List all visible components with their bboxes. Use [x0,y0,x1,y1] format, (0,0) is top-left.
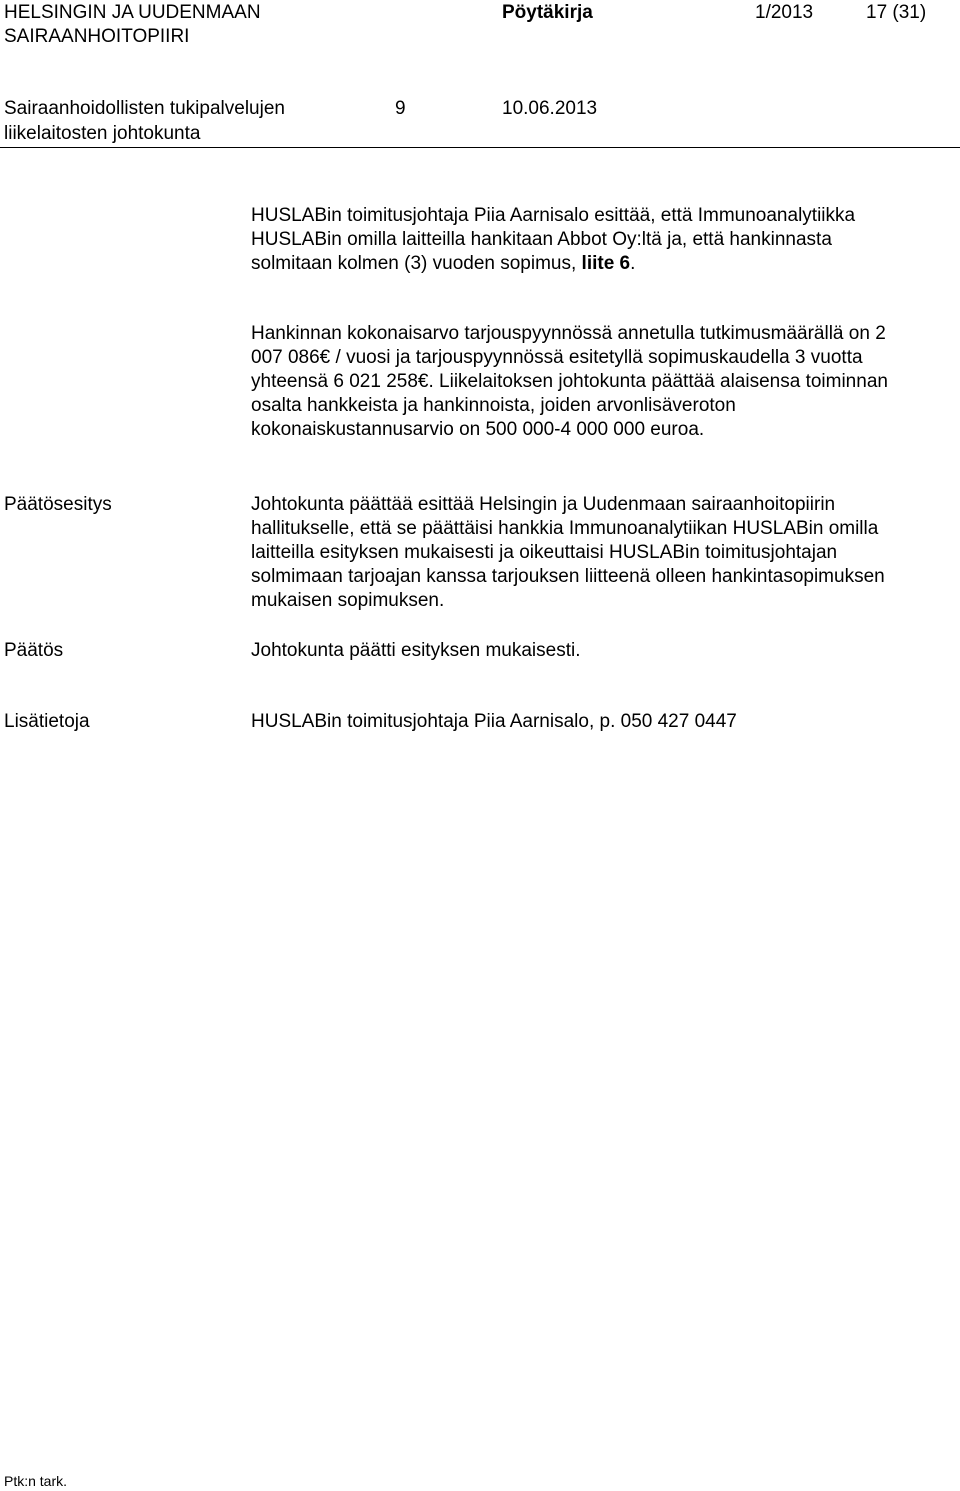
decision-text: Johtokunta päätti esityksen mukaisesti. [251,640,581,661]
page-number: 17 (31) [866,2,927,23]
paragraph-line: osalta hankkeista ja hankinnoista, joiden arvonlisäveroton [251,395,736,416]
paragraph-line: kokonaiskustannusarvio on 500 000-4 000 000 euroa. [251,419,705,440]
board-name-line-2: liikelaitosten johtokunta [4,123,201,144]
paragraph-line: hallitukselle, että se päättäisi hankkia Immunoanalytiikan HUSLABin omilla [251,518,879,539]
paragraph-line: yhteensä 6 021 258€. Liikelaitoksen johtokunta päättää alaisensa toiminnan [251,371,888,392]
paragraph-line: HUSLABin omilla laitteilla hankitaan Abbot Oy:ltä ja, että hankinnasta [251,229,832,250]
attachment-reference: liite 6 [581,253,631,274]
further-info-text: HUSLABin toimitusjohtaja Piia Aarnisalo, p. 050 427 0447 [251,711,737,732]
header-divider [0,147,960,148]
paragraph-line: solmimaan tarjoajan kanssa tarjouksen liitteenä olleen hankintasopimuksen [251,566,885,587]
procurement-value-paragraph [251,322,951,442]
paragraph-line: Hankinnan kokonaisarvo tarjouspyynnössä annetulla tutkimusmäärällä on 2 [251,323,886,344]
board-name-line-1: Sairaanhoidollisten tukipalvelujen [4,98,285,119]
section-number: 9 [395,98,406,119]
paragraph-line: mukaisen sopimuksen. [251,590,445,611]
line-text: . [630,253,636,274]
decision-label: Päätös [4,640,64,661]
paragraph-line: Johtokunta päättää esittää Helsingin ja Uudenmaan sairaanhoitopiirin [251,494,836,515]
organization-name-line-1: HELSINGIN JA UUDENMAAN [4,2,261,23]
organization-name-line-2: SAIRAANHOITOPIIRI [4,26,190,47]
document-number: 1/2013 [755,2,814,23]
decision-proposal-label: Päätösesitys [4,494,112,515]
line-text: solmitaan kolmen (3) vuoden sopimus, [251,253,582,274]
paragraph-line: HUSLABin toimitusjohtaja Piia Aarnisalo esittää, että Immunoanalytiikka [251,205,856,226]
document-type: Pöytäkirja [502,2,593,23]
minutes-checker-note: Ptk:n tark. [4,1473,68,1489]
further-info-label: Lisätietoja [4,711,90,732]
proposal-paragraph [251,204,951,276]
paragraph-line [251,252,951,276]
paragraph-line: laitteilla esityksen mukaisesti ja oikeuttaisi HUSLABin toimitusjohtajan [251,542,838,563]
meeting-date: 10.06.2013 [502,98,598,119]
decision-proposal-text [251,493,951,613]
paragraph-line: 007 086€ / vuosi ja tarjouspyynnössä esitetyllä sopimuskaudella 3 vuotta [251,347,863,368]
